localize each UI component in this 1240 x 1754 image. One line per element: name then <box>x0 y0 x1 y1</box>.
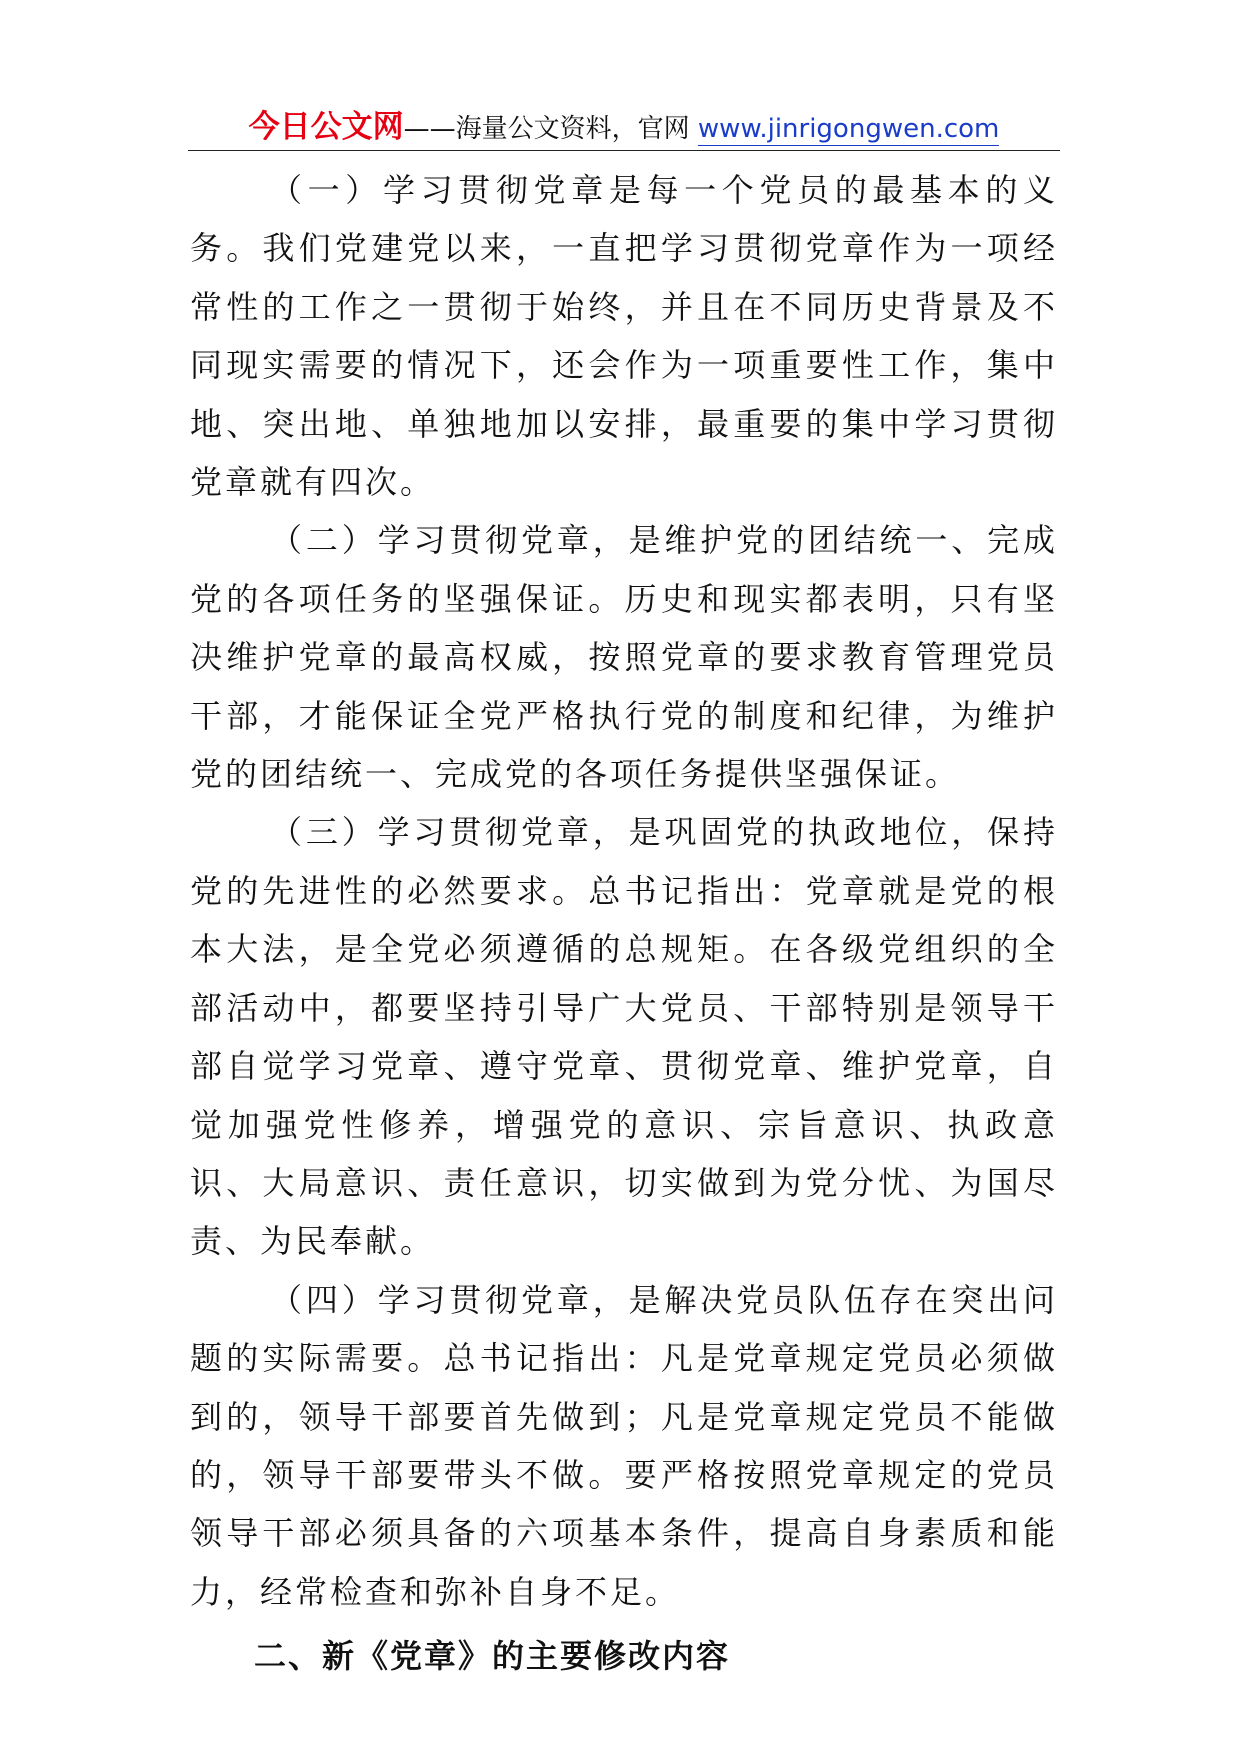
paragraph-3: （三）学习贯彻党章，是巩固党的执政地位，保持党的先进性的必然要求。总书记指出：党章就是党的根本大法，是全党必须遵循的总规矩。在各级党组织的全部活动中，都要坚持引导广大党员、干部特别是领导干部自觉学习党章、遵守党章、贯彻党章、维护党章，自觉加强党性修养，增强党的意识、宗旨意识、执政意识、大局意识、责任意识，切实做到为党分忧、为国尽责、为民奉献。 <box>190 813 1058 1261</box>
section-heading: 二、新《党章》的主要修改内容 <box>254 1637 731 1676</box>
header-tagline: ——海量公文资料，官网 <box>403 114 690 144</box>
site-brand: 今日公文网 <box>248 109 404 145</box>
paragraph-2: （二）学习贯彻党章，是维护党的团结统一、完成党的各项任务的坚强保证。历史和现实都表明，只有坚决维护党章的最高权威，按照党章的要求教育管理党员干部，才能保证全党严格执行党的制度和纪律，为维护党的团结统一、完成党的各项任务提供坚强保证。 <box>190 521 1058 794</box>
document-body <box>190 161 1058 1685</box>
paragraph-1: （一）学习贯彻党章是每一个党员的最基本的义务。我们党建党以来，一直把学习贯彻党章作为一项经常性的工作之一贯彻于始终，并且在不同历史背景及不同现实需要的情况下，还会作为一项重要性工作，集中地、突出地、单独地加以安排，最重要的集中学习贯彻党章就有四次。 <box>190 171 1058 502</box>
header-divider <box>188 150 1060 151</box>
site-url-link[interactable]: www.jinrigongwen.com <box>697 114 1000 144</box>
page-header <box>188 104 1060 150</box>
paragraph-4: （四）学习贯彻党章，是解决党员队伍存在突出问题的实际需要。总书记指出：凡是党章规定党员必须做到的，领导干部要首先做到；凡是党章规定党员不能做的，领导干部要带头不做。要严格按照党章规定的党员领导干部必须具备的六项基本条件，提高自身素质和能力，经常检查和弥补自身不足。 <box>190 1280 1058 1611</box>
